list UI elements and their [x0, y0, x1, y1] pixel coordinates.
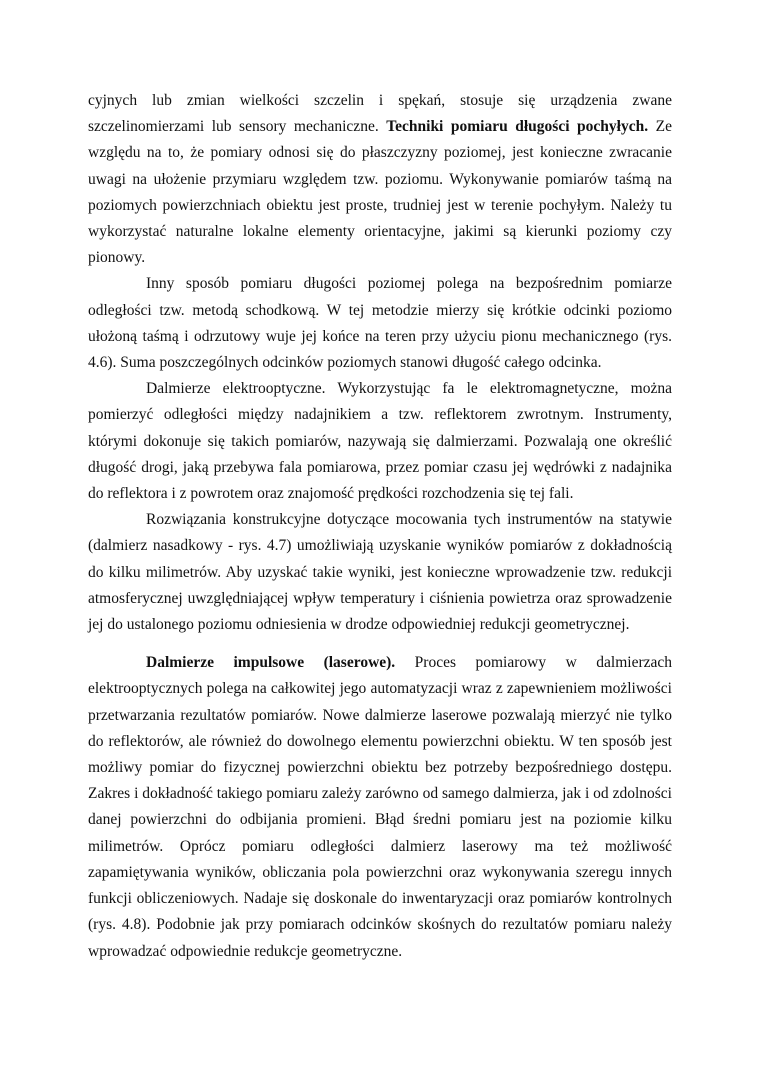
paragraph-4: Rozwiązania konstrukcyjne dotyczące mocowania tych instrumentów na statywie (dalmierz nasadkowy - rys. 4.7) umożliwiają uzyskanie wyników pomiarów z dokładnością do kilku milimetrów. Aby uzyskać takie wyniki, jest konieczne wprowadzenie tzw. redukcji atmosferycznej uwzględniającej wpływ temperatury i ciśnienia powietrza oraz sprowadzenie jej do ustalonego poziomu odniesienia w drodze odpowiedniej redukcji geometrycznej.: [88, 511, 672, 634]
document-page: [88, 88, 672, 965]
heading-inline-sloped-length: Techniki pomiaru długości pochyłych.: [386, 118, 649, 136]
paragraph-1-text-b: Ze względu na to, że pomiary odnosi się do płaszczyzny poziomej, jest konieczne zwracanie uwagi na ułożenie przymiaru względem tzw. poziomu. Wykonywanie pomiarów taśmą na poziomych powierzchniach obiektu jest proste, trudniej jest w terenie pochyłym. Należy tu wykorzystać naturalne lokalne elementy orientacyjne, jakimi są kierunki poziomy czy pionowy.: [88, 118, 672, 267]
paragraph-1: [88, 88, 672, 271]
heading-inline-pulse-rangefinders: Dalmierze impulsowe (laserowe).: [146, 654, 396, 672]
paragraph-5-text: Proces pomiarowy w dalmierzach elektrooptycznych polega na całkowitej jego automatyzacji wraz z zapewnieniem możliwości przetwarzania rezultatów pomiarów. Nowe dalmierze laserowe pozwalają mierzyć nie tylko do reflektorów, ale również do dowolnego elementu powierzchni obiektu. W ten sposób jest możliwy pomiar do fizycznej powierzchni obiektu bez potrzeby bezpośredniego dostępu. Zakres i dokładność takiego pomiaru zależy zarówno od samego dalmierza, jak i od zdolności danej powierzchni do odbijania promieni. Błąd średni pomiaru jest na poziomie kilku milimetrów. Oprócz pomiaru odległości dalmierz laserowy ma też możliwość zapamiętywania wyników, obliczania pola powierzchni oraz wykonywania szeregu innych funkcji obliczeniowych. Nadaje się doskonale do inwentaryzacji oraz pomiarów kontrolnych (rys. 4.8). Podobnie jak przy pomiarach odcinków skośnych do rezultatów pomiaru należy wprowadzać odpowiednie redukcje geometryczne.: [88, 654, 672, 960]
paragraph-3: Dalmierze elektrooptyczne. Wykorzystując fa le elektromagnetyczne, można pomierzyć odległości między nadajnikiem a tzw. reflektorem zwrotnym. Instrumenty, którymi dokonuje się takich pomiarów, nazywają się dalmierzami. Pozwalają one określić długość drogi, jaką przebywa fala pomiarowa, przez pomiar czasu jej wędrówki z nadajnika do reflektora i z powrotem oraz znajomość prędkości rozchodzenia się tej fali.: [88, 380, 672, 503]
paragraph-1-text-a: cyjnych lub zmian wielkości szczelin i spękań, stosuje się urządzenia zwane szczelinomierzami lub sensory mechaniczne.: [88, 92, 672, 136]
paragraph-5: [88, 650, 672, 964]
paragraph-2: Inny sposób pomiaru długości poziomej polega na bezpośrednim pomiarze odległości tzw. metodą schodkową. W tej metodzie mierzy się krótkie odcinki poziomo ułożoną taśmą i odrzutowy wuje jej końce na teren przy użyciu pionu mechanicznego (rys. 4.6). Suma poszczególnych odcinków poziomych stanowi długość całego odcinka.: [88, 275, 672, 372]
